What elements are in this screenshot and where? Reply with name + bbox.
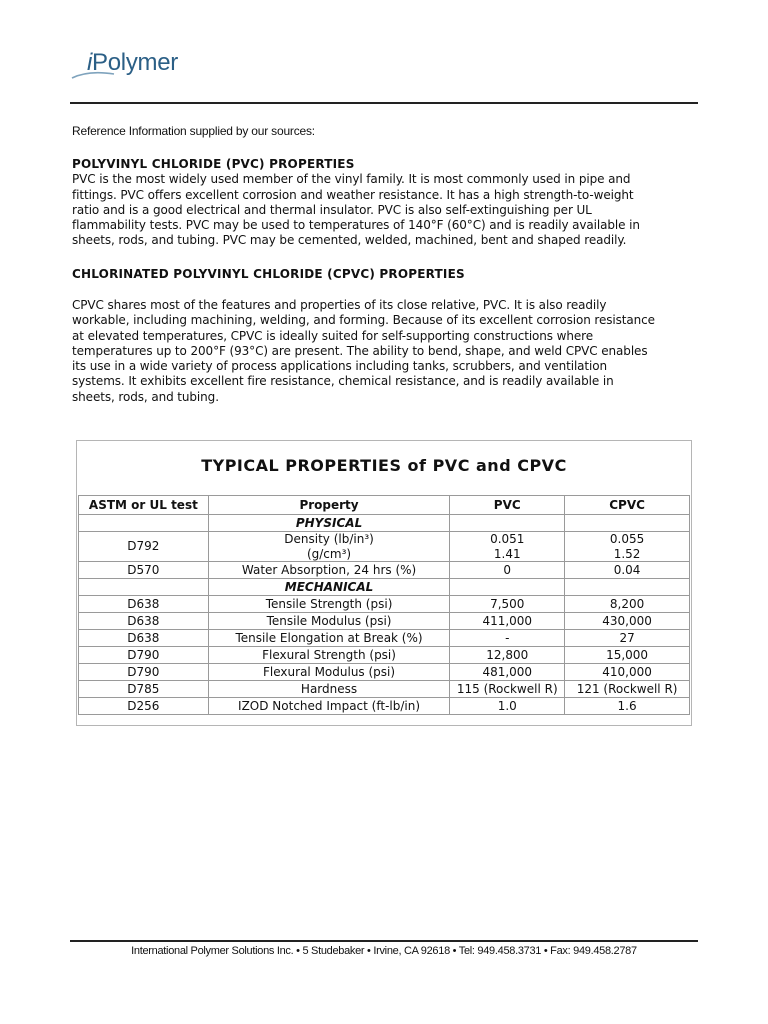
properties-table-box bbox=[76, 440, 692, 726]
test-cell: D638 bbox=[79, 596, 209, 613]
table-row bbox=[79, 664, 690, 681]
mechanical-category: MECHANICAL bbox=[208, 579, 450, 596]
cpvc-cell: 121 (Rockwell R) bbox=[565, 681, 690, 698]
table-row bbox=[79, 562, 690, 579]
cpvc-cell: 15,000 bbox=[565, 647, 690, 664]
header-cell: CPVC bbox=[565, 496, 690, 515]
footer-contact: International Polymer Solutions Inc. • 5 Studebaker • Irvine, CA 92618 • Tel: 949.458.3731 • Fax: 949.458.2787 bbox=[131, 945, 637, 957]
cpvc-cell: 27 bbox=[565, 630, 690, 647]
pvc-cell: 0 bbox=[450, 562, 565, 579]
test-cell: D570 bbox=[79, 562, 209, 579]
test-cell: D638 bbox=[79, 613, 209, 630]
property-cell: Flexural Strength (psi) bbox=[208, 647, 450, 664]
cpvc-cell: 8,200 bbox=[565, 596, 690, 613]
logo-wordmark: iPolymer bbox=[87, 49, 178, 76]
property-cell: Flexural Modulus (psi) bbox=[208, 664, 450, 681]
table-row bbox=[79, 613, 690, 630]
table-row bbox=[79, 630, 690, 647]
table-row bbox=[79, 532, 690, 562]
test-cell: D785 bbox=[79, 681, 209, 698]
pvc-section bbox=[72, 157, 700, 249]
cpvc-cell: 410,000 bbox=[565, 664, 690, 681]
cpvc-line: its use in a wide variety of process applications including tanks, scrubbers, and ventilation bbox=[72, 359, 608, 374]
pvc-cell: 7,500 bbox=[450, 596, 565, 613]
cpvc-line: workable, including machining, welding, and forming. Because of its excellent corrosion resistance bbox=[72, 313, 655, 328]
properties-table bbox=[78, 495, 690, 715]
property-cell: IZOD Notched Impact (ft-lb/in) bbox=[208, 698, 450, 715]
pvc-cell: 1.0 bbox=[450, 698, 565, 715]
pvc-line: ratio and is a good electrical and thermal insulator. PVC is also self-extinguishing per UL bbox=[72, 202, 592, 217]
property-cell: Water Absorption, 24 hrs (%) bbox=[208, 562, 450, 579]
reference-note: Reference Information supplied by our sources: bbox=[72, 124, 315, 138]
test-cell: D638 bbox=[79, 630, 209, 647]
cpvc-line: CPVC shares most of the features and properties of its close relative, PVC. It is also readily bbox=[72, 298, 607, 312]
category-row bbox=[79, 579, 690, 596]
header-cell: Property bbox=[208, 496, 450, 515]
cpvc-line: systems. It exhibits excellent fire resistance, chemical resistance, and is readily available in bbox=[72, 374, 614, 389]
table-header-row bbox=[79, 496, 690, 515]
test-cell: D790 bbox=[79, 647, 209, 664]
header-cell: ASTM or UL test bbox=[79, 496, 209, 515]
pvc-heading: POLYVINYL CHLORIDE (PVC) PROPERTIES bbox=[72, 157, 355, 171]
physical-category: PHYSICAL bbox=[208, 515, 450, 532]
cpvc-line: temperatures up to 200°F (93°C) are present. The ability to bend, shape, and weld CPVC enables bbox=[72, 343, 648, 358]
pvc-cell: 411,000 bbox=[450, 613, 565, 630]
cpvc-line: sheets, rods, and tubing. bbox=[72, 389, 219, 404]
property-cell: Tensile Modulus (psi) bbox=[208, 613, 450, 630]
category-row bbox=[79, 515, 690, 532]
footer-divider bbox=[70, 940, 698, 942]
table-row bbox=[79, 698, 690, 715]
table-row bbox=[79, 596, 690, 613]
pvc-line: sheets, rods, and tubing. PVC may be cemented, welded, machined, bent and shaped readily. bbox=[72, 233, 627, 248]
cpvc-cell: 430,000 bbox=[565, 613, 690, 630]
cpvc-cell: 1.6 bbox=[565, 698, 690, 715]
pvc-cell: 12,800 bbox=[450, 647, 565, 664]
table-title: TYPICAL PROPERTIES of PVC and CPVC bbox=[201, 456, 567, 475]
cpvc-cell: 0.055 1.52 bbox=[565, 532, 690, 562]
property-cell: Tensile Strength (psi) bbox=[208, 596, 450, 613]
test-cell: D256 bbox=[79, 698, 209, 715]
pvc-cell: 481,000 bbox=[450, 664, 565, 681]
cpvc-line: at elevated temperatures, CPVC is ideally suited for self-supporting constructions where bbox=[72, 328, 594, 343]
pvc-cell: - bbox=[450, 630, 565, 647]
test-cell: D790 bbox=[79, 664, 209, 681]
cpvc-cell: 0.04 bbox=[565, 562, 690, 579]
company-logo bbox=[70, 44, 240, 94]
property-cell: Density (lb/in³) (g/cm³) bbox=[208, 532, 450, 562]
pvc-line: flammability tests. PVC may be used to temperatures of 140°F (60°C) and is readily available in bbox=[72, 218, 640, 233]
property-cell: Tensile Elongation at Break (%) bbox=[208, 630, 450, 647]
table-row bbox=[79, 681, 690, 698]
pvc-cell: 0.051 1.41 bbox=[450, 532, 565, 562]
pvc-line: PVC is the most widely used member of the vinyl family. It is most commonly used in pipe and bbox=[72, 172, 631, 187]
pvc-line: fittings. PVC offers excellent corrosion and weather resistance. It has a high strength-to-weight bbox=[72, 187, 634, 202]
header-cell: PVC bbox=[450, 496, 565, 515]
cpvc-paragraph bbox=[72, 298, 700, 405]
header-divider bbox=[70, 102, 698, 104]
property-cell: Hardness bbox=[208, 681, 450, 698]
test-cell: D792 bbox=[79, 532, 209, 562]
table-row bbox=[79, 647, 690, 664]
pvc-cell: 115 (Rockwell R) bbox=[450, 681, 565, 698]
cpvc-heading: CHLORINATED POLYVINYL CHLORIDE (CPVC) PROPERTIES bbox=[72, 267, 465, 281]
